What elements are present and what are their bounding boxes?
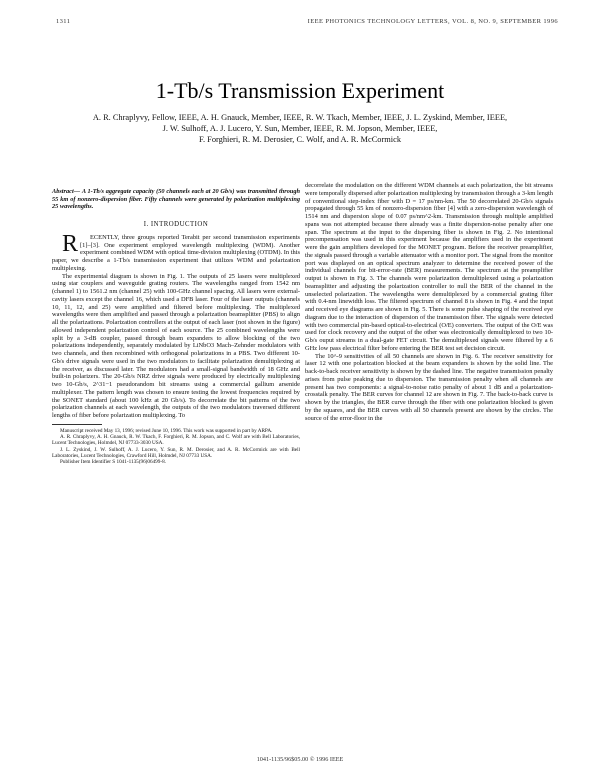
paragraph: decorrelate the modulation on the different WDM channels at each polarization, the bit streams were temporally dispersed after polarization multiplexing by transmission through a 3-km length of conventional step-index fiber with D = 17 ps/nm-km. The 50 decorrelated 20-Gb/s signals propagated through 55 km of nonzero-dispersion fiber [4] with a zero-dispersion wavelength of 1514 nm and dispersion slope of 0.07 ps/nm^2-km. Transmission through multiple amplified spans was not attempted because there already was a finite dispersion-noise penalty after one span. The spectrum at the input to the dispersing fiber is shown in Fig. 2. No intentional precompensation was used in this experiment because the amplifiers used in the experiment were the gain amplifiers developed for the MONET program. Before the receiver preamplifier, the signals passed through a variable attenuator with a monitor port. The signal from the monitor port was displayed on an optical spectrum analyzer to determine the received power of the individual channels for bit-error-rate (BER) measurements. The spectrum at the preamplifier output is shown in Fig. 3. The channels were polarization demultiplexed using a polarization beamsplitter and adjusting the polarization controller to null the BER of the channel in the unselected polarization. The wavelengths were demultiplexed by a commercial grating filter with 0.4-nm linewidth loss. The filtered spectrum of channel 8 is shown in Fig. 4 and the input and received eye diagrams are shown in Fig. 5. There is some pulse shaping of the received eye diagram due to the interaction of dispersion of the transmission fiber. The signals were detected with two commercial pin-based optical-to-electrical (O/E) converters. The output of the O/E was used for clock recovery and the output of the other was electronically demultiplexed to two 10-Gb/s ouput streams in a dual-gate FET circuit. The demultiplexed signals were filtered by a 6 GHz low pass electrical filter before entering the BER test set decision circuit.: [305, 182, 553, 352]
author-line: F. Forghieri, R. M. Derosier, C. Wolf, and A. R. McCormick: [198, 135, 402, 144]
author-line: A. R. Chraplyvy, Fellow, IEEE, A. H. Gnauck, Member, IEEE, R. W. Tkach, Member, IEEE, J. L. Zyskind, Member, IEEE,: [92, 113, 508, 122]
footnote: Publisher Item Identifier S 1041-1135(96)06499-8.: [60, 459, 166, 466]
author-line: J. W. Sulhoff, A. J. Lucero, Y. Sun, Member, IEEE, R. M. Jopson, Member, IEEE,: [162, 124, 438, 133]
page-number: 1311: [56, 18, 71, 25]
abstract-label: Abstract—: [52, 188, 80, 196]
section-heading: I. INTRODUCTION: [143, 221, 209, 229]
paragraph: The 10^-9 sensitivities of all 50 channels are shown in Fig. 6. The receiver sensitivity for laser 12 with one polarization blocked at the beam expanders is shown by the solid line. The back-to-back receiver sensitivity is shown by the dashed line. The negative transmission penalty arises from pulse peaking due to dispersion. The transmission penalty when all channels are present has two components: a signal-to-noise ratio penalty of about 1 dB and a polarization-crosstalk penalty. The BER curves for channel 12 are shown in Fig. 7. The back-to-back curve is shown by the triangles, the BER curve through the fiber with one polarization blocked is given by the squares, and the BER curves with all 50 channels present are shown by the circles. The source of the error-floor in the: [305, 352, 553, 422]
footnote: J. L. Zyskind, J. W. Sulhoff, A. J. Lucero, Y. Sun, R. M. Derosier, and A. R. McCormick are with Bell Laboratories, Lucent Technologies, Crawford Hill, Holmdel, NJ 07733 USA.: [52, 446, 300, 460]
footnote-divider: [52, 424, 102, 425]
paragraph: The experimental diagram is shown in Fig. 1. The outputs of 25 lasers were multiplexed using star couplers and waveguide grating routers. The wavelengths ranged from 1542 nm (channel 1) to 1561.2 nm (channel 25) with 100-GHz channel spacing. All lasers were external-cavity lasers except the channel 16, which used a DFB laser. Four of the laser outputs (channels 10, 11, 12, and 25) were amplified and filtered before multiplexing. The multiplexed wavelengths were then amplified and passed through a polarization beamsplitter (PBS) to align all the polarizations. Polarization controllers at the output of each laser (not shown in the figure) allowed independent polarization control of each source. The 25 combined wavelengths were split by a 3-dB coupler, passed through beam expanders to allow blocking of the two polarizations independently, separately modulated by LiNbO3 Mach–Zehnder modulators with two channels, and then recombined with orthogonal polarizations in a PBS. Two different 10-Gb/s drive signals were used in the two modulators to facilitate polarization demultiplexing at the receiver, as discussed later. The modulators had a small-signal bandwidth of 18 GHz and built-in polarizers. The 20-Gb/s NRZ drive signals were produced by electrically multiplexing two 10-Gb/s, 2^31−1 pseudorandom bit streams using a commercial gallium arsenide multiplexer. The pattern length was chosen to ensure testing the lowest frequencies required by the SONET standard (about 100 kHz at 20 Gb/s). To decorrelate the bit patterns of the two polarization channels at each wavelength, the outputs of the two modulators traversed different lengths of fiber before polarization multiplexing. To: [52, 272, 300, 420]
abstract: [52, 188, 300, 211]
footnote: Manuscript received May 13, 1996; revised June 10, 1996. This work was supported in part by ARPA.: [60, 427, 273, 434]
right-column: [305, 182, 553, 422]
running-header: IEEE PHOTONICS TECHNOLOGY LETTERS, VOL. 8, NO. 9, SEPTEMBER 1996: [307, 18, 558, 25]
paper-title: 1-Tb/s Transmission Experiment: [155, 78, 445, 103]
abstract-text: A 1-Tb/s aggregate capacity (50 channels each at 20 Gb/s) was transmitted through 55 km of nonzero-dispersion fiber. Fifty channels were generated by polarization multiplexing 25 wavelengths.: [52, 188, 300, 211]
author-list: [90, 112, 510, 145]
paragraph: RECENTLY, three groups reported Terabit per second transmission experiments [1]–[3]. One experiment employed wavelength multiplexing (WDM). Another experiment combined WDM with optical time-division multiplexing (OTDM). In this paper, we describe a 1-Tb/s transmission experiment that utilizes WDM and polarization multiplexing.: [52, 230, 300, 272]
page-footer: 1041-1135/96$05.00 © 1996 IEEE: [256, 756, 344, 763]
left-column: [52, 182, 300, 466]
footnote: A. R. Chraplyvy, A. H. Gnauck, R. W. Tkach, F. Forghieri, R. M. Jopson, and C. Wolf are with Bell Laboratories, Lucent Technologies, Holmdel, NJ 07733-3030 USA.: [52, 434, 300, 447]
